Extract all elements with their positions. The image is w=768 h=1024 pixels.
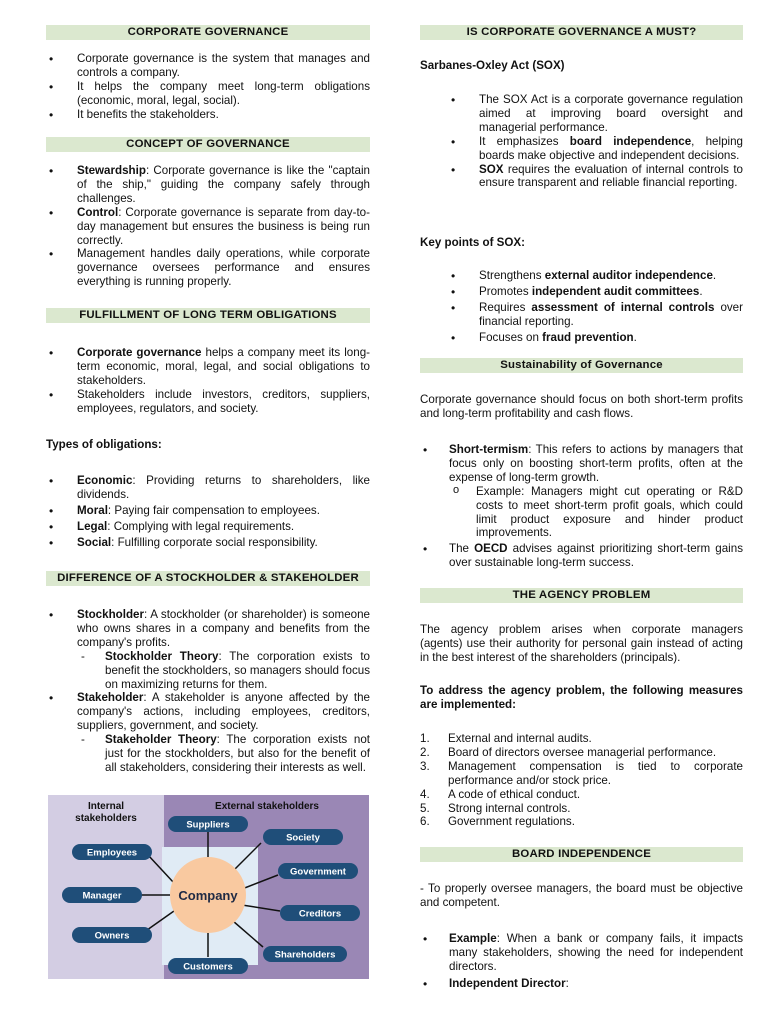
pill-shareholders	[263, 946, 347, 962]
definition: : Complying with legal requirements.	[107, 519, 295, 533]
list-item: • Corporate governance is the system that manages and controls a company.	[46, 52, 370, 80]
item-number: 2.	[420, 745, 430, 759]
must-heading: IS CORPORATE GOVERNANCE A MUST?	[420, 25, 743, 40]
example-sublist	[449, 485, 743, 541]
item-number: 5.	[420, 801, 430, 815]
agency-intro: The agency problem arises when corporate managers (agents) use their authority for personal gain instead of acting in the best interest of the shareholders (principals).	[420, 623, 743, 664]
types-list	[46, 474, 370, 550]
item-number: 6.	[420, 815, 430, 829]
list-item	[420, 977, 743, 991]
internal-label-line1: Internal	[87, 801, 125, 812]
pill-label: Society	[286, 832, 320, 844]
definition: : Corporate governance is separate from day-to-day management but ensures the business is being run correctly.	[77, 205, 370, 247]
difference-list	[46, 608, 370, 775]
definition: : When a bank or company fails, it impacts many stakeholders, showing the need for independent directors.	[449, 932, 743, 973]
list-item	[46, 164, 370, 206]
bold-run: OECD	[474, 542, 508, 556]
term: Corporate governance	[77, 346, 202, 359]
pill-society	[263, 829, 343, 845]
list-item	[420, 746, 743, 760]
pill-suppliers	[168, 816, 248, 832]
stakeholder-sublist	[77, 733, 370, 775]
item-text: Management compensation is tied to corporate performance and/or stock price.	[448, 759, 743, 787]
bold-run: fraud prevention	[542, 330, 634, 344]
definition: :	[565, 976, 569, 990]
list-item	[46, 536, 370, 550]
text-run: It emphasizes	[479, 134, 570, 148]
list-item	[46, 520, 370, 534]
item-text: External and internal audits.	[448, 732, 592, 745]
text-run: .	[699, 284, 703, 298]
term: Stakeholder Theory	[105, 733, 217, 747]
list-item	[448, 331, 743, 345]
pill-creditors	[280, 905, 360, 921]
item-text: Government regulations.	[448, 815, 575, 829]
term: Independent Director	[449, 976, 566, 990]
text-run: Strengthens	[479, 269, 545, 282]
measures-label: To address the agency problem, the following measures are implemented:	[420, 684, 743, 711]
definition: Management handles daily operations, while corporate governance oversees performance and ensures everything is running properly.	[77, 247, 370, 289]
pill-label: Customers	[183, 961, 233, 973]
text-run: The SOX Act is a corporate governance regulation aimed at improving board oversight and managerial performance.	[479, 93, 743, 134]
definition: : Fulfilling corporate social responsibility.	[111, 535, 318, 549]
list-item	[448, 285, 743, 299]
list-item	[420, 932, 743, 974]
concept-heading: CONCEPT OF GOVERNANCE	[46, 137, 370, 152]
list-item	[420, 815, 743, 829]
bold-run: assessment of internal controls	[531, 300, 715, 314]
list-item	[420, 788, 743, 802]
term: Stakeholder	[77, 691, 144, 705]
list-item	[46, 608, 370, 691]
term: Control	[77, 205, 119, 219]
list-item	[46, 346, 370, 388]
difference-heading: DIFFERENCE OF A STOCKHOLDER & STAKEHOLDER	[46, 571, 370, 586]
text-run: Promotes	[479, 284, 532, 298]
bold-run: SOX	[479, 162, 504, 176]
text-run: requires the evaluation of internal controls to ensure transparent and reliable financial reporting.	[479, 162, 743, 190]
text-run: advises against prioritizing short-term gains over sustainable long-term success.	[449, 542, 743, 570]
corporate-governance-heading: CORPORATE GOVERNANCE	[46, 25, 370, 40]
text-run: .	[633, 330, 637, 344]
definition: helps a company meet its long-term economic, moral, legal, and social obligations to stakeholders.	[77, 346, 371, 387]
list-item	[77, 733, 370, 775]
list-item	[420, 542, 743, 570]
board-intro: - To properly oversee managers, the board must be objective and competent.	[420, 882, 743, 909]
definition: : This refers to actions by managers that focus only on boosting short-term profits, often at the expense of long-term growth.	[449, 443, 743, 484]
measures-list	[420, 732, 743, 829]
item-number: 4.	[420, 787, 430, 801]
definition: : Corporate governance is like the "captain of the ship," guiding the company safely through challenges.	[77, 164, 370, 205]
pill-label: Creditors	[298, 908, 342, 920]
definition: : Providing returns to shareholders, like dividends.	[77, 474, 370, 501]
pill-label: Manager	[82, 890, 122, 902]
list-item: • It benefits the stakeholders.	[46, 108, 370, 122]
definition: Stakeholders include investors, creditors, suppliers, employees, regulators, and society.	[77, 387, 370, 415]
stockholder-sublist	[77, 650, 370, 692]
definition: : A stakeholder is anyone affected by the company's actions, including employees, creditors, suppliers, government, and society.	[77, 691, 370, 733]
board-list	[420, 932, 743, 991]
pill-manager	[62, 887, 142, 903]
sox-label: Sarbanes-Oxley Act (SOX)	[420, 59, 565, 72]
pill-label: Government	[290, 866, 346, 878]
stakeholder-diagram	[48, 795, 369, 979]
text-run: , helping boards make objective and independent decisions.	[479, 134, 743, 162]
item-number: 3.	[420, 759, 430, 773]
text-run: .	[712, 269, 717, 282]
list-item	[46, 474, 370, 502]
bold-run: independent audit committees	[531, 284, 700, 298]
pill-government	[278, 863, 358, 879]
list-item	[46, 206, 370, 248]
fulfillment-list	[46, 346, 370, 416]
list-item	[448, 163, 743, 191]
pill-label: Employees	[86, 847, 138, 859]
list-item	[448, 93, 743, 135]
term: Social	[77, 535, 112, 549]
term: Example	[449, 932, 497, 945]
term: Stockholder	[77, 608, 144, 621]
term: Stockholder Theory	[105, 649, 219, 663]
list-item	[420, 443, 743, 540]
list-item	[46, 388, 370, 416]
pill-label: Suppliers	[186, 819, 230, 831]
types-label: Types of obligations:	[46, 438, 162, 451]
key-points-label: Key points of SOX:	[420, 236, 525, 249]
pill-customers	[168, 958, 248, 974]
term: Short-termism	[449, 443, 529, 456]
agency-heading: THE AGENCY PROBLEM	[420, 588, 743, 603]
list-item	[420, 802, 743, 816]
text-run: Focuses on	[479, 330, 543, 344]
list-item	[46, 247, 370, 289]
pill-employees	[72, 844, 152, 860]
board-heading: BOARD INDEPENDENCE	[420, 847, 743, 862]
item-text: A code of ethical conduct.	[448, 787, 581, 801]
fulfillment-heading: FULFILLMENT OF LONG TERM OBLIGATIONS	[46, 308, 370, 323]
external-label: External stakeholders	[215, 801, 319, 812]
pill-label: Owners	[94, 930, 130, 942]
definition: : Paying fair compensation to employees.	[107, 503, 320, 517]
company-label: Company	[178, 888, 238, 903]
sustainability-intro: Corporate governance should focus on both short-term profits and long-term profitability and cash flows.	[420, 393, 743, 420]
item-number: 1.	[420, 732, 430, 745]
corporate-governance-list	[46, 52, 370, 122]
text-run: The	[449, 542, 475, 556]
bold-run: board independence	[569, 134, 692, 148]
list-item	[448, 269, 743, 283]
pill-label: Shareholders	[274, 949, 336, 961]
definition: : The corporation exists not just for the stockholders, but also for the benefit of all stakeholders, considering their interests as well.	[105, 733, 370, 774]
definition: : The corporation exists to benefit the stockholders, so managers should focus on maximizing returns for them.	[105, 649, 370, 691]
internal-label-line2: stakeholders	[75, 813, 137, 824]
text-run: Requires	[479, 300, 532, 314]
list-item	[420, 760, 743, 788]
term: Stewardship	[77, 164, 146, 177]
item-text: Strong internal controls.	[448, 801, 571, 815]
list-item	[420, 732, 743, 746]
item-text: Board of directors oversee managerial performance.	[448, 745, 717, 759]
list-item	[46, 691, 370, 774]
term: Moral	[77, 503, 108, 517]
text-run: over financial reporting.	[479, 300, 743, 328]
list-item	[77, 650, 370, 692]
sustainability-list	[420, 443, 743, 570]
concept-list	[46, 164, 370, 289]
bold-run: external auditor independence	[544, 269, 713, 282]
sustainability-heading: Sustainability of Governance	[420, 358, 743, 373]
list-item	[448, 301, 743, 329]
list-item	[46, 504, 370, 518]
list-item: o Example: Managers might cut operating or R&D costs to meet short-term profit goals, which could limit product exposure and hinder product improvements.	[449, 485, 743, 541]
term: Economic	[77, 474, 133, 487]
list-item	[448, 135, 743, 163]
term: Legal	[77, 519, 108, 533]
key-points-list	[420, 269, 743, 345]
sox-list	[420, 93, 743, 190]
list-item: • It helps the company meet long-term obligations (economic, moral, legal, social).	[46, 80, 370, 108]
definition: : A stockholder (or shareholder) is someone who owns shares in a company and benefits from the company's profits.	[77, 608, 370, 649]
pill-owners	[72, 927, 152, 943]
